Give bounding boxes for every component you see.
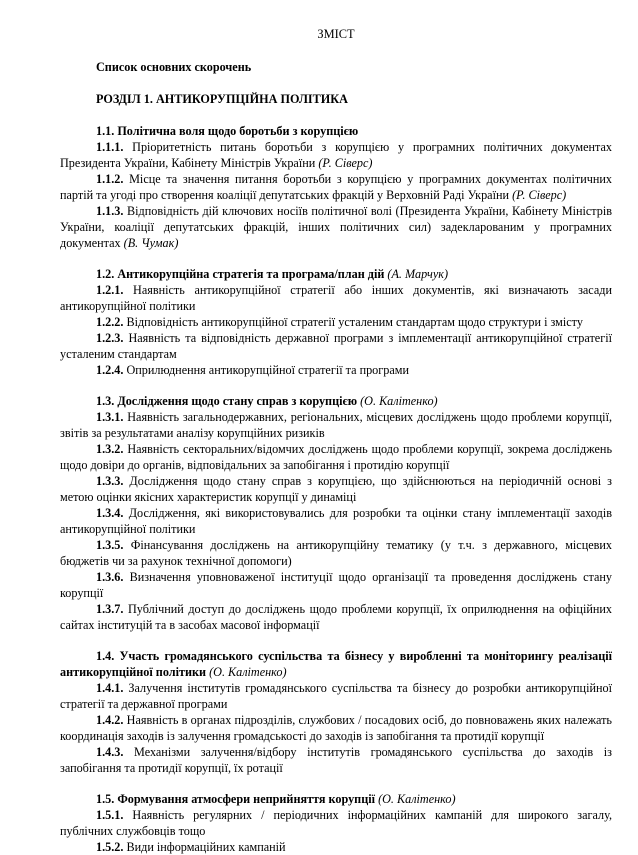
- toc-item-text: Наявність в органах підрозділів, службових / посадових осіб, до повноважень яких належать координація заходів із залучення громадськості до заходів із запобігання та протидії корупції: [60, 713, 612, 743]
- toc-item-number: 1.2.4.: [96, 363, 124, 377]
- toc-item-author: (Р. Сіверс): [315, 156, 373, 170]
- toc-item-number: 1.2.3.: [96, 331, 124, 345]
- toc-item[interactable]: [60, 314, 612, 330]
- section-heading-text: 1.1. Політична воля щодо боротьби з корупцією: [96, 124, 359, 138]
- toc-item[interactable]: [60, 362, 612, 378]
- toc-item-number: 1.4.1.: [96, 681, 124, 695]
- abbreviations-link[interactable]: Список основних скорочень: [96, 60, 252, 74]
- section-heading[interactable]: [60, 648, 612, 680]
- section-heading-text: 1.4. Участь громадянського суспільства та бізнесу у виробленні та моніторингу реалізації антикорупційної політики: [60, 649, 612, 679]
- toc-item-number: 1.1.2.: [96, 172, 124, 186]
- toc-item-number: 1.2.1.: [96, 283, 124, 297]
- part-heading[interactable]: РОЗДІЛ 1. АНТИКОРУПЦІЙНА ПОЛІТИКА: [96, 92, 348, 106]
- toc-item[interactable]: [60, 441, 612, 473]
- section-heading[interactable]: [60, 266, 612, 282]
- sections-container: [60, 123, 612, 855]
- toc-item-text: Наявність антикорупційної стратегії або інших документів, які визначають засади антикорупційної політики: [60, 283, 612, 313]
- toc-item-text: Наявність загальнодержавних, регіональних, місцевих досліджень щодо проблеми корупції, звітів за результатами аналізу корупційних ризиків: [60, 410, 612, 440]
- section-heading-text: 1.2. Антикорупційна стратегія та програма/план дій: [96, 267, 385, 281]
- toc-item[interactable]: [60, 712, 612, 744]
- toc-item-number: 1.5.2.: [96, 840, 124, 854]
- section-heading[interactable]: [60, 393, 612, 409]
- section-heading-text: 1.5. Формування атмосфери неприйняття корупції: [96, 792, 376, 806]
- toc-item[interactable]: [60, 203, 612, 251]
- toc-item-text: Фінансування досліджень на антикорупційну тематику (у т.ч. з державного, місцевих бюджетів чи за рахунок технічної допомоги): [60, 538, 612, 568]
- toc-item[interactable]: [60, 839, 612, 855]
- toc-item[interactable]: [60, 807, 612, 839]
- page-title: ЗМІСТ: [317, 27, 355, 41]
- toc-item-author: (В. Чумак): [120, 236, 179, 250]
- toc-item-text: Дослідження, які використовувались для розробки та оцінки стану імплементації заходів антикорупційної політики: [60, 506, 612, 536]
- section-gap: [60, 633, 612, 648]
- toc-item[interactable]: [60, 282, 612, 314]
- toc-item-number: 1.3.2.: [96, 442, 124, 456]
- toc-item[interactable]: [60, 569, 612, 601]
- toc-item-number: 1.5.1.: [96, 808, 124, 822]
- toc-item-text: Місце та значення питання боротьби з корупцією у програмних документах політичних партій та угоді про створення коаліції депутатських фракцій у Верховній Раді України: [60, 172, 612, 202]
- section-gap: [60, 251, 612, 266]
- toc-item[interactable]: [60, 680, 612, 712]
- section-heading[interactable]: [60, 791, 612, 807]
- toc-item-text: Визначення уповноваженої інституції щодо організації та проведення досліджень стану корупції: [60, 570, 612, 600]
- toc-item[interactable]: [60, 537, 612, 569]
- toc-item-number: 1.1.1.: [96, 140, 124, 154]
- toc-item-number: 1.3.4.: [96, 506, 124, 520]
- section-author: (А. Марчук): [384, 267, 449, 281]
- section-author: (О. Калітенко): [206, 665, 287, 679]
- toc-item-author: (Р. Сіверс): [509, 188, 567, 202]
- toc-item-number: 1.2.2.: [96, 315, 124, 329]
- toc-item-text: Пріоритетність питань боротьби з корупцією у програмних політичних документах Президента України, Кабінету Міністрів України: [60, 140, 612, 170]
- toc-item[interactable]: [60, 505, 612, 537]
- toc-item-number: 1.3.7.: [96, 602, 124, 616]
- toc-item-number: 1.3.5.: [96, 538, 124, 552]
- toc-item[interactable]: [60, 330, 612, 362]
- toc-item[interactable]: [60, 744, 612, 776]
- toc-item[interactable]: [60, 601, 612, 633]
- toc-item-text: Відповідність антикорупційної стратегії усталеним стандартам щодо структури і змісту: [123, 315, 583, 329]
- toc-item[interactable]: [60, 139, 612, 171]
- toc-item-number: 1.3.6.: [96, 570, 124, 584]
- toc-item-number: 1.3.1.: [96, 410, 124, 424]
- section-gap: [60, 776, 612, 791]
- toc-item-text: Наявність секторальних/відомчих досліджень щодо проблеми корупції, зокрема досліджень щодо довіри до органів, відповідальних за запобігання і протидію корупції: [60, 442, 612, 472]
- toc-item-text: Публічний доступ до досліджень щодо проблеми корупції, їх оприлюднення на офіційних сайтах інституцій та в засобах масової інформації: [60, 602, 612, 632]
- toc-item-text: Механізми залучення/відбору інститутів громадянського суспільства до заходів із запобігання та протидії корупції, їх ротації: [60, 745, 612, 775]
- toc-item-number: 1.4.2.: [96, 713, 124, 727]
- toc-item-text: Залучення інститутів громадянського суспільства та бізнесу до розробки антикорупційної стратегії та державної програми: [60, 681, 612, 711]
- toc-item-text: Оприлюднення антикорупційної стратегії та програми: [123, 363, 410, 377]
- section-author: (О. Калітенко): [357, 394, 438, 408]
- toc-item-number: 1.4.3.: [96, 745, 124, 759]
- toc-item-text: Відповідність дій ключових носіїв політичної волі (Президента України, Кабінету Міністрів України, коаліції депутатських фракцій, інших політичних сил) задекларованим у програмних документах: [60, 204, 612, 250]
- section-gap: [60, 378, 612, 393]
- toc-item-text: Наявність регулярних / періодичних інформаційних кампаній для широкого загалу, публічних службовців тощо: [60, 808, 612, 838]
- toc-item[interactable]: [60, 409, 612, 441]
- toc-item-text: Наявність та відповідність державної програми з імплементації антикорупційної стратегії усталеним стандартам: [60, 331, 612, 361]
- toc-item[interactable]: [60, 473, 612, 505]
- section-heading-text: 1.3. Дослідження щодо стану справ з корупцією: [96, 394, 358, 408]
- toc-item-text: Види інформаційних кампаній: [123, 840, 286, 854]
- toc-item-text: Дослідження щодо стану справ з корупцією, що здійснюються на періодичній основі з метою оцінки якісних характеристик корупції у динаміці: [60, 474, 612, 504]
- toc-item-number: 1.3.3.: [96, 474, 124, 488]
- toc-item[interactable]: [60, 171, 612, 203]
- section-heading[interactable]: [60, 123, 612, 139]
- toc-item-number: 1.1.3.: [96, 204, 124, 218]
- section-author: (О. Калітенко): [375, 792, 456, 806]
